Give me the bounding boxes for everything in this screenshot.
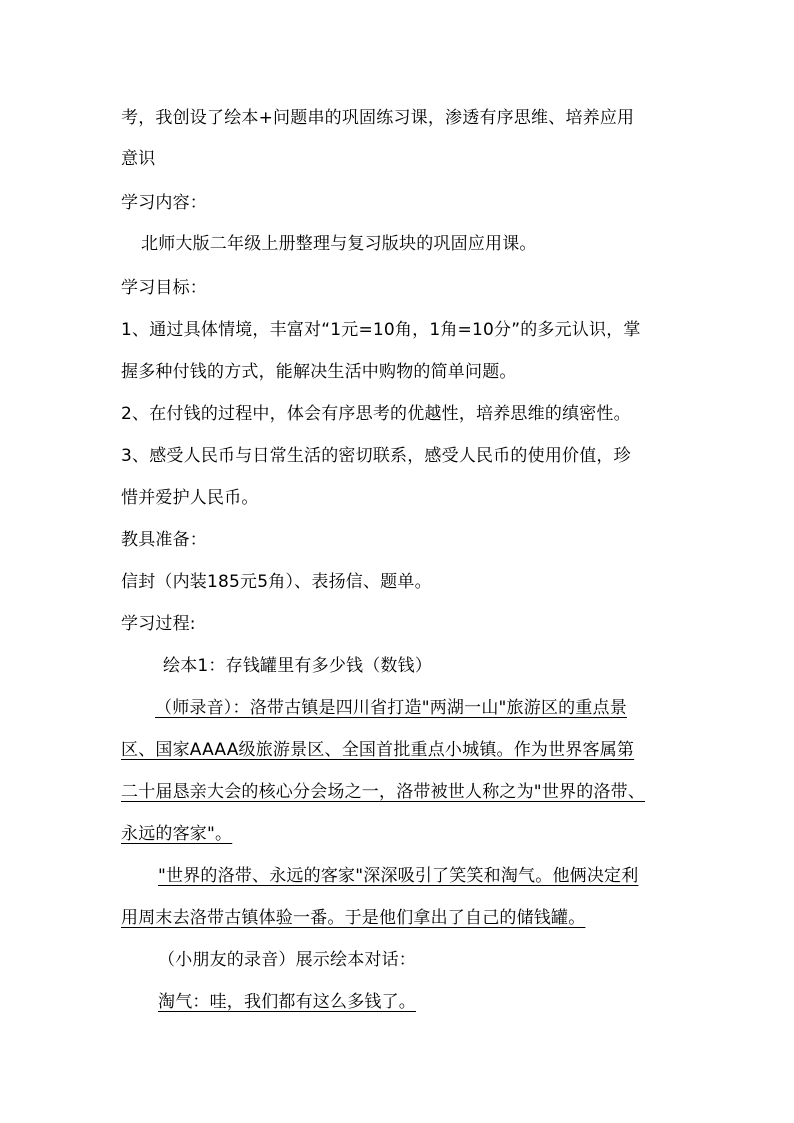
text-line: 绘本1：存钱罐里有多少钱（数钱） <box>163 656 433 676</box>
text-line: 区、国家AAAA级旅游景区、全国首批重点小城镇。作为世界客属第 <box>121 740 635 760</box>
text-line: 惜并爱护人民币。 <box>121 488 259 508</box>
text-line: 考，我创设了绘本+问题串的巩固练习课，渗透有序思维、培养应用 <box>121 108 635 128</box>
text-line: 永远的客家"。 <box>121 824 233 844</box>
section-heading: 学习目标： <box>121 278 207 298</box>
text-line: 意识 <box>121 149 156 169</box>
section-heading: 学习过程: <box>121 614 196 634</box>
text-line: 北师大版二年级上册整理与复习版块的巩固应用课。 <box>141 234 537 254</box>
text-line: 信封（内装185元5角）、表扬信、题单。 <box>121 572 432 592</box>
text-line: "世界的洛带、永远的客家"深深吸引了笑笑和淘气。他俩决定利 <box>158 866 639 886</box>
text-line: 二十届恳亲大会的核心分会场之一，洛带被世人称之为"世界的洛带、 <box>121 782 646 802</box>
section-heading: 学习内容： <box>121 193 207 213</box>
text-line: 1、通过具体情境，丰富对“1元=10角，1角=10分”的多元认识，掌 <box>121 320 641 340</box>
text-line: 3、感受人民币与日常生活的密切联系，感受人民币的使用价值，珍 <box>121 446 631 466</box>
text-line: 淘气：哇，我们都有这么多钱了。 <box>158 992 416 1012</box>
text-line: 2、在付钱的过程中，体会有序思考的优越性，培养思维的缜密性。 <box>121 404 631 424</box>
text-line: 用周末去洛带古镇体验一番。于是他们拿出了自己的储钱罐。 <box>121 908 586 928</box>
section-heading: 教具准备： <box>121 530 207 550</box>
text-line: 握多种付钱的方式，能解决生活中购物的简单问题。 <box>121 362 517 382</box>
text-line: （小朋友的录音）展示绘本对话： <box>158 950 416 970</box>
text-line: （师录音）：洛带古镇是四川省打造"两湖一山"旅游区的重点景 <box>155 698 627 718</box>
